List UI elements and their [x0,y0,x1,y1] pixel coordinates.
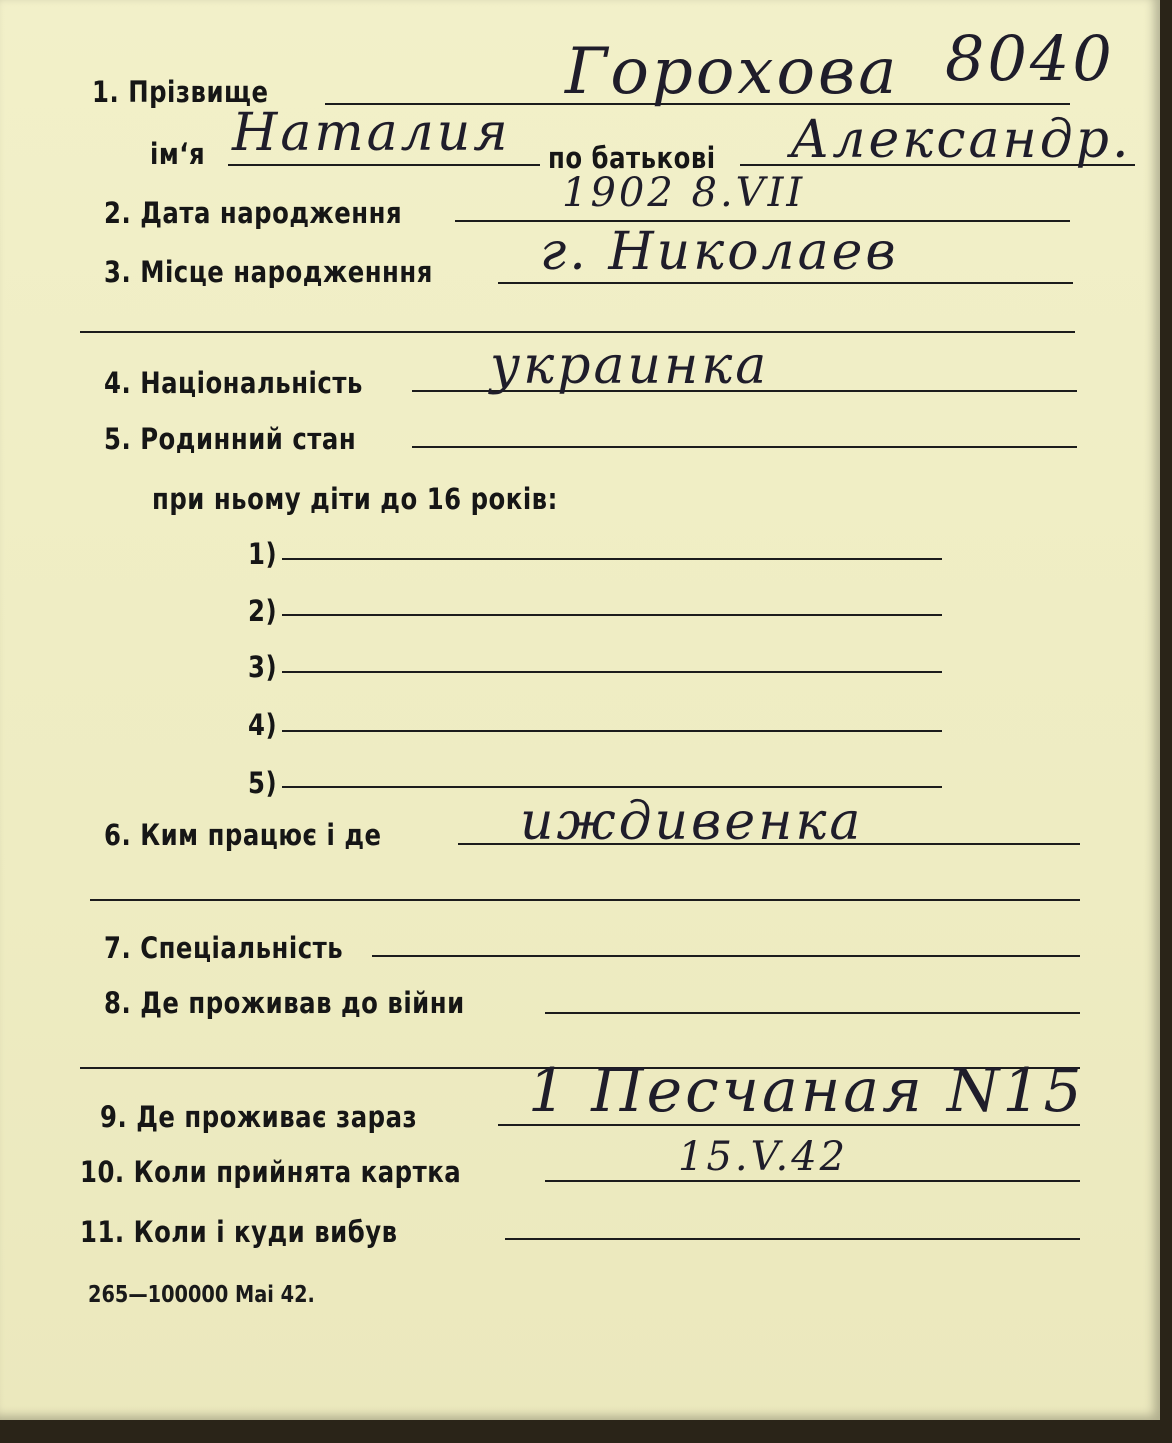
departed-line [505,1238,1080,1240]
prewar-residence-label: 8. Де проживав до війни [104,986,465,1020]
current-residence-value: 1 Песчаная N15 [528,1056,1085,1126]
birth-place-value: г. Николаев [540,222,899,282]
occupation-value: иждивенка [520,792,864,852]
child-2-label: 2) [248,594,278,628]
departed-label: 11. Коли і куди вибув [80,1215,398,1249]
nationality-value: украинка [490,336,770,396]
print-run-footer: 265—100000 Mai 42. [88,1282,315,1308]
child-3-line [282,671,942,673]
birth-date-value: 1902 8.VII [562,170,806,216]
birth-place-line [498,282,1073,284]
nationality-label: 4. Національність [104,366,363,400]
child-1-label: 1) [248,537,278,571]
card-received-line [545,1180,1080,1182]
surname-value: Горохова [565,35,900,109]
child-2-line [282,614,942,616]
child-4-line [282,730,942,732]
card-received-label: 10. Коли прийнята картка [80,1155,462,1189]
child-5-label: 5) [248,766,278,800]
separator-line-2 [90,899,1080,901]
children-header: при ньому діти до 16 років: [152,482,558,516]
separator-line [80,331,1075,333]
speciality-label: 7. Спеціальність [104,931,344,965]
occupation-label: 6. Ким працює і де [104,818,382,852]
first-name-label: ім‘я [150,137,206,171]
prewar-residence-line [545,1012,1080,1014]
child-4-label: 4) [248,708,278,742]
current-residence-label: 9. Де проживає зараз [100,1100,418,1134]
first-name-value: Наталия [232,103,511,163]
card-number: 8040 [945,22,1115,95]
marital-status-label: 5. Родинний стан [104,422,357,456]
first-name-line [228,164,540,166]
card-received-value: 15.V.42 [678,1134,849,1180]
child-5-line [282,786,942,788]
surname-label: 1. Прізвище [92,75,269,109]
child-1-line [282,558,942,560]
patronymic-value: Александр. [790,110,1132,170]
speciality-line [372,955,1080,957]
marital-status-line [412,446,1077,448]
birth-place-label: 3. Місце народженння [104,255,433,289]
patronymic-label: по батькові [548,141,716,175]
birth-date-label: 2. Дата народження [104,196,403,230]
child-3-label: 3) [248,650,278,684]
